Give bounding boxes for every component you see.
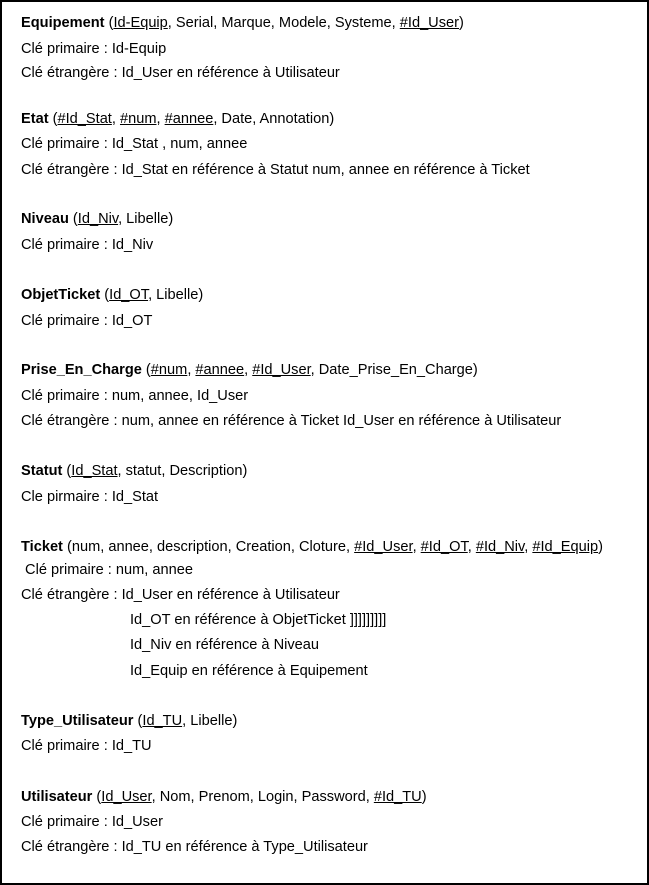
entity-line-statut <box>21 462 247 480</box>
attr-text: , Date, Annotation) <box>213 111 335 127</box>
foreign-key-attr: #num <box>119 111 157 127</box>
entity-name: Ticket <box>21 539 63 555</box>
key-attr: Id-Equip <box>113 15 168 31</box>
foreign-key-attr: #num <box>150 362 188 378</box>
key-attr: Id_TU <box>142 713 183 729</box>
attr-text: ( <box>104 15 114 31</box>
entity-line-niveau <box>21 210 173 228</box>
entity-name: Equipement <box>21 15 105 31</box>
attr-text: ( <box>133 713 143 729</box>
entity-name: Type_Utilisateur <box>21 713 134 729</box>
entity-line-etat <box>21 110 334 128</box>
attr-text: ( <box>62 463 72 479</box>
primary-key-line: Clé primaire : Id_TU <box>21 738 152 754</box>
attr-text: , <box>412 539 421 555</box>
entity-line-ticket <box>21 538 603 556</box>
entity-name: Prise_En_Charge <box>21 362 142 378</box>
entity-name: ObjetTicket <box>21 287 101 303</box>
key-attr: Id_Niv <box>77 211 119 227</box>
attr-text: , <box>524 539 533 555</box>
foreign-key-attr: #Id_User <box>252 362 311 378</box>
primary-key-line: Clé primaire : Id-Equip <box>21 41 167 57</box>
foreign-key-attr: #Id_TU <box>373 789 422 805</box>
foreign-key-attr: #Id_User <box>399 15 459 31</box>
attr-text: , Nom, Prenom, Login, Password, <box>151 789 374 805</box>
attr-text: ) <box>598 539 603 555</box>
foreign-key-line: Clé étrangère : Id_TU en référence à Type_Utilisateur <box>21 839 368 855</box>
entity-line-utilisateur <box>21 788 427 806</box>
attr-text: , <box>187 362 196 378</box>
attr-text: ( <box>92 789 102 805</box>
attr-text: , Date_Prise_En_Charge) <box>310 362 478 378</box>
attr-text: ) <box>421 789 427 805</box>
attr-text: , <box>467 539 476 555</box>
primary-key-line: Clé primaire : Id_Stat , num, annee <box>21 136 248 152</box>
primary-key-line: Clé primaire : num, annee <box>21 562 193 578</box>
attr-text: ) <box>459 15 464 31</box>
foreign-key-line-continued: Id_Equip en référence à Equipement <box>130 663 368 679</box>
entity-name: Niveau <box>21 211 69 227</box>
entity-line-equipement <box>21 14 464 32</box>
attr-text: , Libelle) <box>182 713 238 729</box>
primary-key-line: Cle pirmaire : Id_Stat <box>21 489 159 505</box>
attr-text: , Libelle) <box>118 211 174 227</box>
foreign-key-attr: #Id_OT <box>420 539 468 555</box>
key-attr: Id_User <box>101 789 152 805</box>
attr-text: ( <box>48 111 58 127</box>
primary-key-line: Clé primaire : num, annee, Id_User <box>21 388 249 404</box>
key-attr: Id_OT <box>109 287 149 303</box>
attr-text: , <box>111 111 120 127</box>
attr-text: , Serial, Marque, Modele, Systeme, <box>167 15 400 31</box>
attr-text: , statut, Description) <box>117 463 248 479</box>
attr-text: ( <box>141 362 151 378</box>
primary-key-line: Clé primaire : Id_Niv <box>21 237 154 253</box>
entity-line-objetticket <box>21 286 203 304</box>
foreign-key-line: Clé étrangère : Id_User en référence à Utilisateur <box>21 65 340 81</box>
entity-name: Utilisateur <box>21 789 93 805</box>
attr-text: , <box>244 362 253 378</box>
attr-text: ( <box>68 211 78 227</box>
foreign-key-line: Clé étrangère : Id_User en référence à Utilisateur <box>21 587 340 603</box>
foreign-key-attr: #annee <box>164 111 214 127</box>
foreign-key-line: Clé étrangère : Id_Stat en référence à Statut num, annee en référence à Ticket <box>21 162 530 178</box>
key-attr: Id_Stat <box>71 463 118 479</box>
primary-key-line: Clé primaire : Id_User <box>21 814 163 830</box>
attr-text: , Libelle) <box>148 287 204 303</box>
foreign-key-line: Clé étrangère : num, annee en référence à Ticket Id_User en référence à Utilisateur <box>21 413 562 429</box>
foreign-key-line-continued: Id_Niv en référence à Niveau <box>130 637 320 653</box>
attr-text: , <box>156 111 165 127</box>
attr-text: (num, annee, description, Creation, Cloture, <box>62 539 355 555</box>
attr-text: ( <box>100 287 110 303</box>
foreign-key-attr: #Id_Stat <box>57 111 112 127</box>
foreign-key-attr: #Id_Equip <box>532 539 599 555</box>
foreign-key-attr: #Id_Niv <box>475 539 525 555</box>
primary-key-line: Clé primaire : Id_OT <box>21 313 153 329</box>
foreign-key-attr: #Id_User <box>354 539 413 555</box>
foreign-key-line-continued: Id_OT en référence à ObjetTicket ]]]]]]]]] <box>130 612 387 628</box>
entity-name: Etat <box>21 111 49 127</box>
foreign-key-attr: #annee <box>195 362 245 378</box>
entity-name: Statut <box>21 463 63 479</box>
entity-line-prise-en-charge <box>21 361 478 379</box>
entity-line-type-utilisateur <box>21 712 237 730</box>
